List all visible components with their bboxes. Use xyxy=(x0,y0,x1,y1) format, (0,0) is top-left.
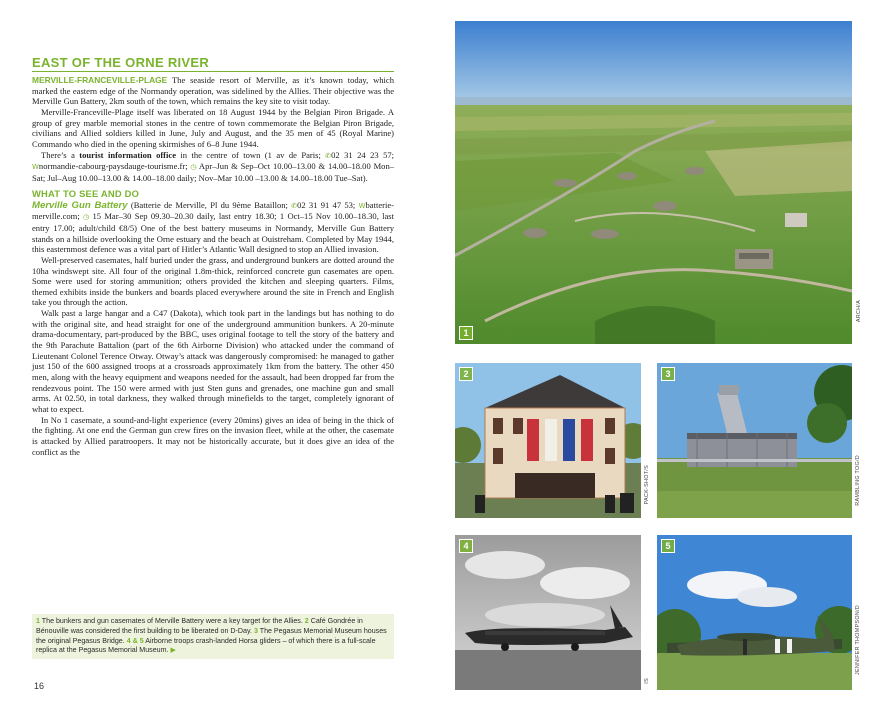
clock-icon: ◷ xyxy=(190,163,197,172)
battery-intro: Merville Gun Battery (Batterie de Merville, Pl du 9ème Bataillon; ✆02 31 91 47 53; Wbatterie-merville.com; ◷ 15 Mar–30 Sep 09.30–20.30 daily, last entry 18.30; 1 Oct–15 Nov 10.00–18.30, last entry 17.00; adult/child €8/5) One of the best battery museums in Normandy, Merville Gun Battery stands on a hillside overlooking the Orne estuary and the beach at Ouistreham. Completed by May 1944, this easternmost defence was a vital part of Hitler’s Atlantic Wall designed to stop an Allied invasion. xyxy=(32,199,395,255)
merville-intro: MERVILLE-FRANCEVILLE-PLAGE The seaside resort of Merville, as it’s known today, which marked the eastern edge of the Normandy operation, was sidelined by the Allies. Their objective was the Merville Gun Battery, 2km south of the town, which remains the key site to visit today. xyxy=(32,75,395,107)
web-icon: W xyxy=(32,163,39,172)
photo-credit: ARCH/A xyxy=(856,300,862,323)
clock-icon: ◷ xyxy=(83,213,90,222)
phone-icon: ✆ xyxy=(325,151,332,160)
battery-website-link[interactable]: batterie-merville.com; xyxy=(32,199,394,222)
photo-credit: IS xyxy=(644,678,650,684)
photo-horsa-glider-archive xyxy=(455,535,641,690)
photo-credit: PACK-SHOT/S xyxy=(644,465,650,505)
photo-merville-aerial xyxy=(455,21,852,344)
merville-para2: Merville-Franceville-Plage itself was liberated on 18 August 1944 by the Belgian Piron Brigade. A group of grey marble memorial stones in the centre of town commemorate the Belgian Piron Brigade, civilians and Allied soldiers killed in June, July and August, and the 35 men of 45 (Royal Marine) Commando who died in the opening skirmishes of 6–8 June 1944. xyxy=(32,106,394,149)
battery-para3: Walk past a large hangar and a C47 (Dakota), which took part in the landings but has nothing to do with the original site, and head straight for one of the underground ammunition bunkers. A 20-minute drama-documentary, part-produced by the BBC, uses original footage to tell the story of the battery and the 9th Parachute Battalion (part of the 6th Airborne Division) who attacked under the command of Lieutenant Colonel Terence Otway. Otway’s attack was dangerously compromised: he managed to gather just 150 of the 600 assigned troops at a crossroads approximately 1km from the battery. The other 450 men, along with the heavy equipment and weapons needed for the assault, had been dropped far from the rendezvous point. The 150 were armed with just Sten guns and grenades, one machine gun and small arms. At 02.50, in total darkness, they walked through minefields to the target, completely ignorant of what to expect. xyxy=(32,308,394,415)
photo-caption: 1 The bunkers and gun casemates of Merville Battery were a key target for the Allies. 2 Café Gondrée in Bénouville was considered the first building to be liberated on D-Day. 3 The Pegasus Memorial Museum houses the original Pegasus Bridge. 4 & 5 Airborne troops crash-landed Horsa gliders – of which there is a full-scale replica at the Pegasus Memorial Museum. ▶ xyxy=(32,614,394,659)
photo-pegasus-bridge xyxy=(657,363,852,518)
photo-number-badge: 2 xyxy=(459,367,473,381)
tourist-website-link[interactable]: normandie-cabourg-paysdauge-tourisme.fr; xyxy=(38,161,191,172)
phone-icon: ✆ xyxy=(291,201,298,210)
text-column xyxy=(32,55,394,457)
what-to-see-title: WHAT TO SEE AND DO xyxy=(32,187,140,199)
photo-horsa-glider-replica xyxy=(657,535,852,690)
photo-number-badge: 3 xyxy=(661,367,675,381)
photo-credit: JENNIFER THOMPSON/D xyxy=(855,605,861,675)
page-number: 16 xyxy=(34,681,45,691)
site-name: Merville Gun Battery xyxy=(32,199,128,211)
arrow-right-icon: ▶ xyxy=(170,646,176,655)
battery-para2: Well-preserved casemates, half buried under the grass, and underground bunkers are dotted around the 10ha windswept site. All four of the original 1.8m-thick, reinforced concrete gun casemates are open. Some were used for storing ammunition; others provided the kitchen and sleeping quarters. Films, themed exhibits inside the bunkers and boards placed everywhere around the site in French and English take you through the action. xyxy=(32,254,394,308)
battery-para4: In No 1 casemate, a sound-and-light experience (every 20mins) gives an idea of being in the thick of the fighting. At one end the German gun crew fires on the invasion fleet, while at the other, the casemate is attacked by Allied paratroopers. It may not be historically accurate, but it does give an idea of the conflict as the xyxy=(32,414,394,457)
photo-cafe-gondree xyxy=(455,363,641,518)
photo-credit: RAMBLING TOG/D xyxy=(855,455,861,506)
photo-number-badge: 4 xyxy=(459,539,473,553)
merville-kicker: MERVILLE-FRANCEVILLE-PLAGE xyxy=(32,75,168,85)
photo-number-badge: 1 xyxy=(459,326,473,340)
tourist-info: There’s a tourist information office in the centre of town (1 av de Paris; ✆02 31 24 23 57; Wnormandie-cabourg-paysdauge-tourisme.fr; ◷ Apr–Jun & Sep–Oct 10.00–13.00 & 14.00–18.00 Mon–Sat; Jul–Aug 10.00–13.00 & 14.00–18.00 daily; Nov–Mar 10.00 –13.00 & 14.00–18.00 Tue–Sat). xyxy=(32,149,394,183)
section-title: EAST OF THE ORNE RIVER xyxy=(32,55,394,72)
web-icon: W xyxy=(358,201,366,210)
photo-number-badge: 5 xyxy=(661,539,675,553)
